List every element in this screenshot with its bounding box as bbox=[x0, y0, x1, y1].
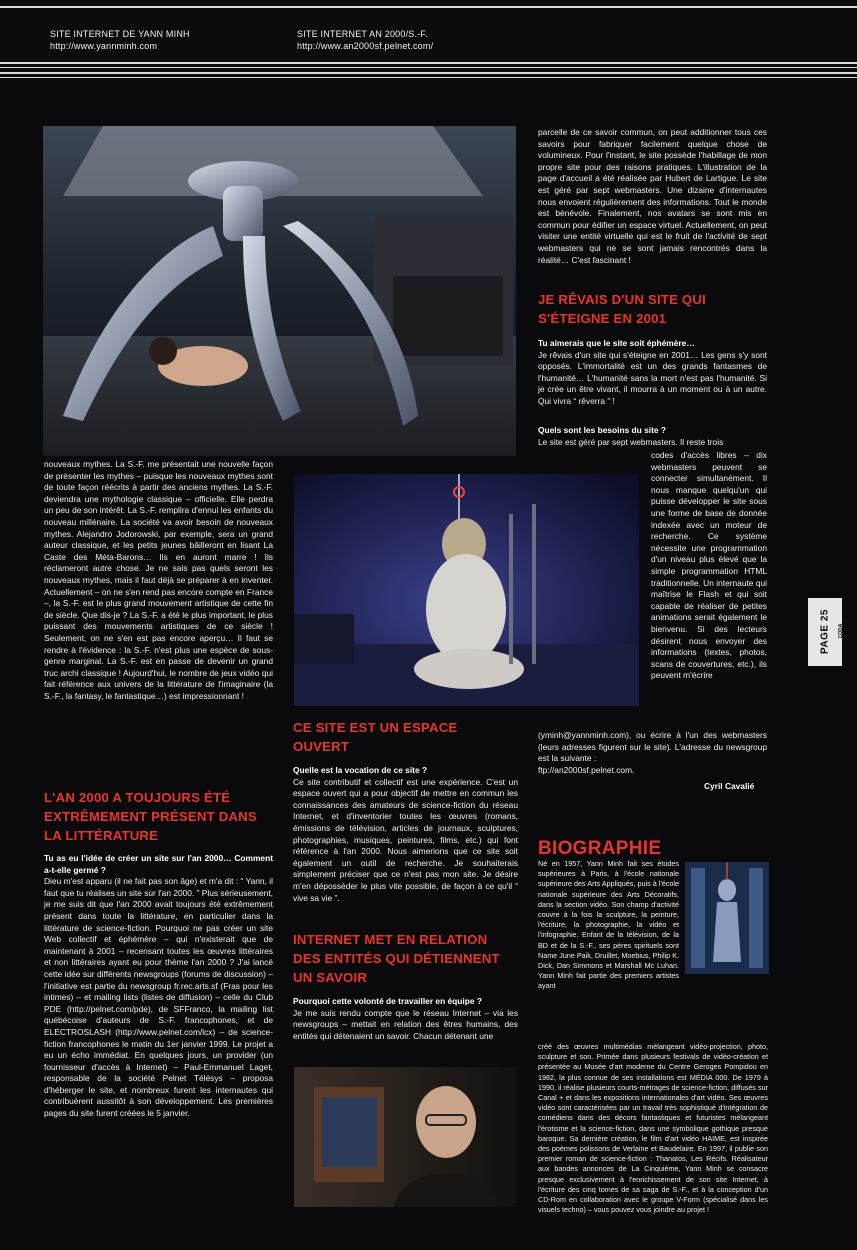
question-ephemere: Tu aimerais que le site soit éphémère… bbox=[538, 338, 695, 348]
col-right-qa2-top bbox=[538, 425, 767, 448]
header-left-title: SITE INTERNET DE YANN MINH bbox=[50, 29, 190, 39]
answer-besoins-wide: (yminh@yannminh.com), ou écrire à l'un des webmasters (leurs adresses figurent sur le site). L'adresse du newsgroup est la suivante : bbox=[538, 730, 767, 764]
answer-besoins-narrow: codes d'accès libres – dix webmasters peuvent se connecter simultanément. Il nous manque quelqu'un qui puisse développer le site sous une forme de base de donnée indexée avec un moteur de recherche. Ce système nécessite une programmation d'un niveau plus élevé que la simple programmation HTML traditionnelle. Un internaute qui maîtrise le Flash et qui soit capable de réaliser de petites animations serait également le bienvenu. Si des lecteurs désirent nous envoyer des informations (textes, photos, scans de couvertures, etc.), ils peuvent m'écrire bbox=[651, 450, 767, 681]
newsgroup-address[interactable]: ftp://an2000sf.pelnet.com. bbox=[538, 764, 635, 775]
photo-robot-scene bbox=[43, 126, 516, 456]
heading-an2000: L'AN 2000 A TOUJOURS ÉTÉ EXTRÊMEMENT PRÉSENT DANS LA LITTÉRATURE bbox=[44, 790, 257, 843]
page-tab bbox=[808, 598, 842, 666]
question-an2000: Tu as eu l'idée de créer un site sur l'an 2000… Comment a-t-elle germé ? bbox=[44, 853, 273, 875]
photo-kneeling-figure bbox=[294, 474, 639, 706]
col-left-qa bbox=[44, 853, 273, 1120]
photo-bio-figure-art bbox=[685, 862, 769, 974]
col-right-intro-text: parcelle de ce savoir commun, on peut additionner tous ces savoirs pour fabriquer facilement quelque chose de volumineux. Pour l'instant, le site possède l'habillage de mon propre site pour des raisons pratiques. L'illustration de la page d'accueil a été réalisée par Hubert de Lartigue. Le site est géré par sept webmasters. Une dizaine d'internautes nous envoient régulièrement des informations. Tout le monde est bénévole. Finalement, nos avatars se sont mis en commun pour édifier un espace virtuel. Actuellement, on peut visiter une entité virtuelle qui est le fruit de l'activité de sept webmasters qui ne se sont jamais rencontrés dans la réalité… C'est fascinant ! bbox=[538, 127, 767, 265]
col-right-intro bbox=[538, 127, 767, 266]
question-besoins: Quels sont les besoins du site ? bbox=[538, 425, 666, 435]
header-left bbox=[50, 28, 190, 52]
answer-equipe: Je me suis rendu compte que le réseau Internet – via les newsgroups – mettait en relation des êtres humains, des entités qui détenaient un savoir. Chacun détenant une bbox=[293, 1007, 518, 1041]
header-right-url[interactable]: http://www.an2000sf.pelnet.com/ bbox=[297, 41, 434, 51]
col-right-qa1 bbox=[538, 338, 767, 408]
answer-an2000: Dieu m'est apparu (il ne fait pas son âge) et m'a dit : “ Yann, il faut que tu réalises un site sur l'an 2000. ” Plus sérieusement, je me suis dit que l'an 2000 avait toujours été extrêmement présent dans toute la littérature, en particulier dans la littérature de science-fiction. Pourquoi ne pas créer un site Web collectif et éphémère – qui n'existerait que de maintenant à 2001 – recensant toutes les œuvres littéraires et non littéraires ayant eu pour thème l'an 2000 ? J'ai lancé cette idée sur différents newsgroups (forums de discussion) – l'initiative est partie du newsgroup fr.rec.arts.sf (Fras pour les intimes) – et mailing lists (listes de diffusion) – celle du Club PDE (http://pelnet.com/pde), de SFFranco, la mailing list québécoise d'auteurs de S.-F. francophones, et de ELECTROSLASH (http://www.pelnet.com/lcx) – de science-fiction francophones le matin du 1er janvier 1999. Le projet a eu un écho immédiat. En quelques jours, un provider (un fournisseur d'accès à Internet) – Paul-Emmanuel Laget, responsable de la société Pelnet Télésys – proposa d'héberger le site, et nombreux furent les internautes qui contribuèrent aussitôt à son développement. Les premières pages du site furent créées le 5 janvier. bbox=[44, 876, 273, 1119]
col-mid-qa1 bbox=[293, 765, 518, 904]
heading-espace-ouvert: CE SITE EST UN ESPACE OUVERT bbox=[293, 720, 458, 754]
top-stripe bbox=[0, 6, 857, 8]
answer-ephemere: Je rêvais d'un site qui s'éteigne en 2001… Les gens s'y sont opposés. L'immortalité est un des grands fantasmes de l'humanité… L'humanité sans la mort n'est pas l'humanité. Si je crée un être vivant, il mourra à un moment ou à un autre. Qui vivra “ rêverra ” ! bbox=[538, 349, 767, 406]
heading-site-eteigne: JE RÊVAIS D'UN SITE QUI S'ÉTEIGNE EN 2001 bbox=[538, 292, 706, 326]
question-equipe: Pourquoi cette volonté de travailler en équipe ? bbox=[293, 996, 482, 1006]
photo-portrait bbox=[294, 1067, 517, 1207]
bio-text-narrow: Né en 1957, Yann Minh fait ses études supérieures à Paris, à l'école nationale supérieure des Arts Appliqués, puis à l'école nationale supérieure des Arts Décoratifs, dans la section vidéo. Son champ d'activité couvre à la fois la sculpture, la peinture, l'écriture, la photographie, la vidéo et l'infographie. Enfant de la télévision, de la BD et de la S.-F., ses pères spirituels sont Name June Paik, Druillet, Moebius, Philip K. Dick, Dan Simmons et Marshall Mc Luhan. Yann Minh fait partie des premiers artistes ayant bbox=[538, 859, 679, 991]
bio-title: BIOGRAPHIE bbox=[538, 838, 662, 859]
header-stripe-2 bbox=[0, 67, 857, 68]
col-left-intro-text: nouveaux mythes. La S.-F. me présentait une nouvelle façon de présenter les mythes – puisque les nouveaux mythes sont de toute façon réécrits à partir des anciens mythes. La S.-F. deviendra une mythologie classique – officielle. Elle perdra un peu de son intérêt. La S.-F. remplira d'ennui les enfants du nouveau millénaire. La société va avoir besoin de nouveaux mythes. Alejandro Jodorowski, par exemple, sera un grand auteur classique, et les petits jeunes bâilleront en lisant La Caste des Méta-Barons… Ils en auront marre ! Ils réclameront autre chose. Je ne sais pas quels seront les nouveaux mythes, mais il faut déjà se préparer à en inventer. Actuellement – on ne s'en rend pas encore compte en France –, la S.-F. est le plus grand mouvement artistique de cette fin de siècle. Que dis-je ? La S.-F. a été le plus important, le plus puissant des mouvements artistiques de ce siècle ! Seulement, on ne s'en est pas encore aperçu… Il faut se rendre à l'évidence : la S.-F. n'est plus une espèce de sous-genre marginal. La S.-F. est en passe de devenir un grand truc archi classique ! Aujourd'hui, le nombre de jeux vidéo qui fait référence aux univers de la littérature de l'imaginaire (la S.-F., la fantasy, le fantastique…) est impressionnant ! bbox=[44, 459, 273, 701]
photo-kneeling-figure-art bbox=[294, 474, 639, 706]
photo-robot-scene-art bbox=[43, 126, 516, 456]
page-number: PAGE 25 bbox=[819, 609, 831, 654]
header-stripe-4 bbox=[0, 77, 857, 78]
bio-wide bbox=[538, 1042, 768, 1215]
header-left-url[interactable]: http://www.yannminh.com bbox=[50, 41, 158, 51]
photo-bio-figure bbox=[685, 862, 769, 974]
signature: Cyril Cavalié bbox=[704, 781, 755, 791]
bio-text-wide: créé des œuvres multimédias mélangeant vidéo-projection, photo, sculpture et son. Primée dans plusieurs festivals de vidéo-création et présentée au Musée d'art moderne du Centre Geroges Pompidou en 1982, la plus connue de ses installations est MÉDIA 000. De 1979 à 1990, il réalise plusieurs courts-métrages de science-fiction, diffusés sur Canal + et dans les expositions internationales d'art vidéo. Ses œuvres vidéo sont caractérisées par un travail très sophistiqué d'intégration de comédiens dans des décors fantastiques et futuristes mélangeant l'érotisme et la science-fiction, dans une symbolique gothique presque baroque. Sa dernière création, le film d'art vidéo HAIME, est inspirée des poèmes polissons de Verlaine et Baudelaire. En 1997, il publie son premier roman de science-fiction : Thanatos, Les Récifs. Réalisateur aux bandes annonces de La Cinquième, Yann Minh se consacre presque exclusivement à l'enrichissement de son site Internet, à l'écriture des cinq tomes de sa saga de S.-F., et à la conception d'un CD-Rom en collaboration avec le groupe V-Form (spécialisé dans les visuels techno) – vous pouvez vous joindre au projet ! bbox=[538, 1042, 768, 1215]
header-right bbox=[297, 28, 433, 52]
header-right-title: SITE INTERNET AN 2000/S.-F. bbox=[297, 29, 428, 39]
col-left-intro bbox=[44, 459, 273, 702]
header-stripe-3 bbox=[0, 72, 857, 74]
answer-besoins-first: Le site est géré par sept webmasters. Il reste trois bbox=[538, 436, 724, 447]
magazine-name: CODA bbox=[838, 623, 844, 639]
header-stripe-1 bbox=[0, 62, 857, 64]
heading-internet-relation: INTERNET MET EN RELATION DES ENTITÉS QUI DÉTIENNENT UN SAVOIR bbox=[293, 932, 500, 985]
bio-narrow bbox=[538, 859, 679, 992]
col-right-wide bbox=[538, 730, 767, 776]
photo-portrait-art bbox=[294, 1067, 517, 1207]
col-right-narrow bbox=[651, 450, 767, 682]
answer-vocation: Ce site contributif et collectif est une expérience. C'est un espace ouvert qui a pour objectif de mettre en commun les connaissances des amateurs de science-fiction du réseau Internet, et d'inventorier toutes les œuvres (romans, émissions de télévision, articles de journaux, sculptures, photographies, musiques, peintures, films, etc.) qui font référence à l'an 2000. Nous aimerions que ce site soit également un outil de recherche. Je souhaiterais simplement préciser que ce n'est pas mon site. Je désire m'en déposséder le plus vite possible, de façon à ce qu'il “ vive sa vie ”. bbox=[293, 776, 518, 903]
question-vocation: Quelle est la vocation de ce site ? bbox=[293, 765, 428, 775]
col-mid-qa2 bbox=[293, 996, 518, 1042]
